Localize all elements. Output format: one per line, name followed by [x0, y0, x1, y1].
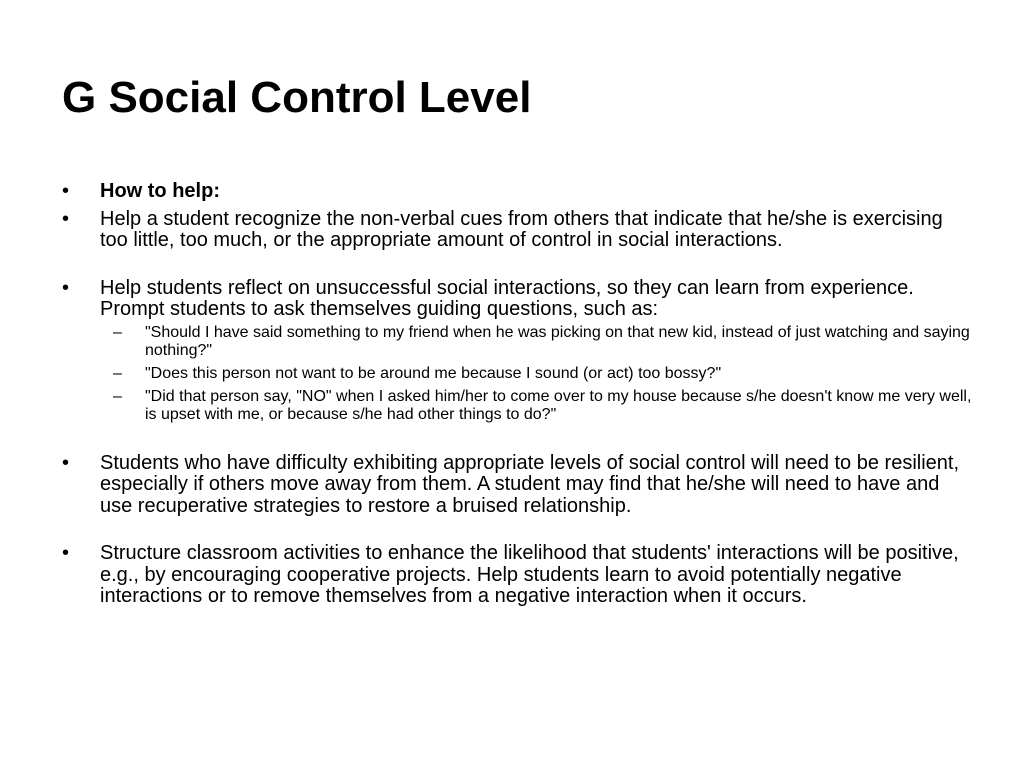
bullet-text: Help students reflect on unsuccessful social interactions, so they can learn from experience. Prompt students to ask themselves guiding questions, such as:: [100, 276, 914, 320]
bullet-structure-activities: [62, 543, 972, 608]
guiding-questions-list: [62, 324, 972, 424]
sub-bullet-marker: –: [113, 364, 122, 382]
sub-bullet-question: [62, 365, 972, 383]
bullet-text: Structure classroom activities to enhance the likelihood that students' interactions will be positive, e.g., by encouraging cooperative projects. Help students learn to avoid potentially negative interactions or to remove themselves from a negative interaction when it occurs.: [100, 542, 959, 607]
slide-title: G Social Control Level: [62, 73, 532, 122]
bullet-marker: •: [62, 542, 70, 564]
sub-bullet-question: [62, 324, 972, 360]
sub-bullet-text: "Does this person not want to be around me because I sound (or act) too bossy?": [145, 364, 722, 382]
bullet-reflect: [62, 278, 972, 321]
sub-bullet-marker: –: [113, 323, 122, 341]
bullet-marker: •: [62, 276, 70, 299]
sub-bullet-marker: –: [113, 387, 122, 405]
sub-bullet-question: [62, 388, 972, 424]
bullet-marker: •: [62, 451, 70, 474]
sub-bullet-text: "Did that person say, "NO" when I asked him/her to come over to my house because s/he doesn't know me very well, is upset with me, or because s/he had other things to do?": [145, 387, 972, 423]
slide-content: [62, 181, 972, 608]
bullet-marker: •: [62, 180, 70, 202]
bullet-text: Students who have difficulty exhibiting appropriate levels of social control will need to be resilient, especially if others move away from them. A student may find that he/she will need to have and use recuperative strategies to restore a bruised relationship.: [100, 451, 960, 517]
bullet-nonverbal-cues: [62, 209, 972, 252]
bullet-how-to-help: [62, 181, 972, 203]
bullet-text: Help a student recognize the non-verbal cues from others that indicate that he/she is exercising too little, too much, or the appropriate amount of control in social interactions.: [100, 207, 943, 251]
bullet-resilient: [62, 453, 972, 518]
bullet-text: How to help:: [100, 180, 220, 202]
sub-bullet-text: "Should I have said something to my friend when he was picking on that new kid, instead of just watching and saying nothing?": [145, 323, 970, 359]
bullet-marker: •: [62, 207, 70, 230]
